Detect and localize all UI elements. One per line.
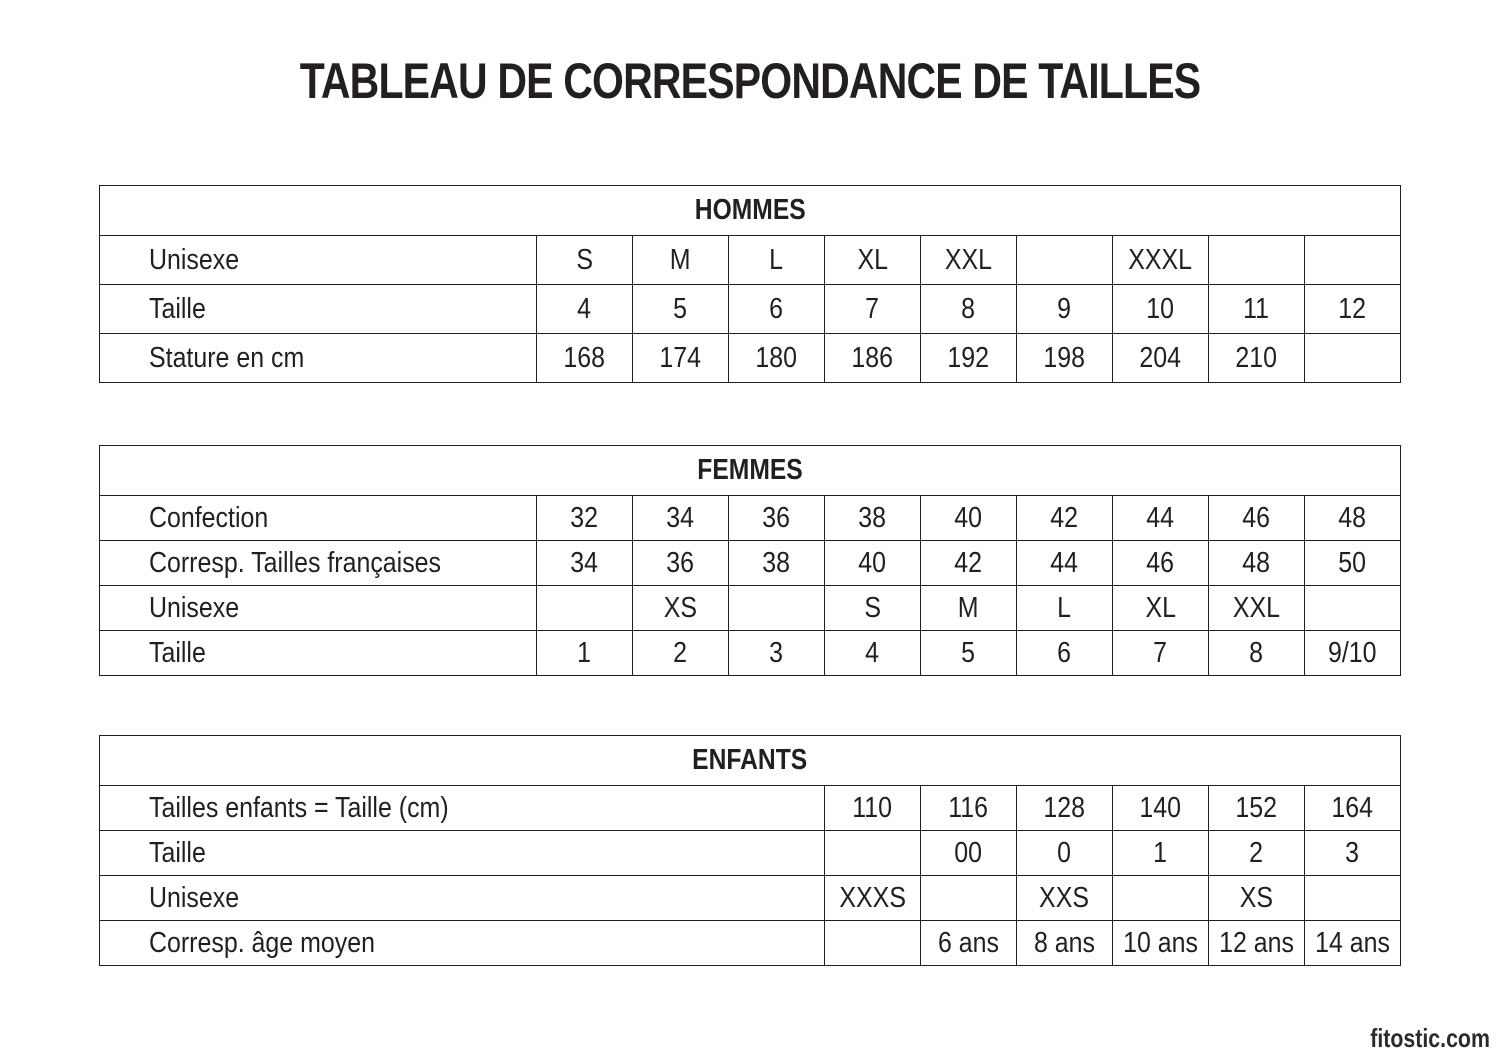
table-cell: 32 [537, 496, 633, 541]
page-title: TABLEAU DE CORRESPONDANCE DE TAILLES [299, 53, 1201, 109]
table-cell: XXS [1017, 876, 1113, 921]
table-cell: 192 [921, 334, 1017, 383]
table-cell [1017, 236, 1113, 285]
table-cell: XXXS [825, 876, 921, 921]
table-cell: 48 [1209, 541, 1305, 586]
table-cell: XXL [921, 236, 1017, 285]
table-row [100, 586, 1401, 631]
table-row [100, 831, 1401, 876]
table-row [100, 285, 1401, 334]
table-cell [537, 586, 633, 631]
table-cell: 42 [1017, 496, 1113, 541]
table-cell [1305, 334, 1401, 383]
table-cell: 6 [1017, 631, 1113, 676]
table-cell: 180 [729, 334, 825, 383]
table-cell: XS [633, 586, 729, 631]
table-cell: 9/10 [1305, 631, 1401, 676]
table-cell: 3 [1305, 831, 1401, 876]
table-cell: 44 [1017, 541, 1113, 586]
table-cell: XL [1113, 586, 1209, 631]
table-cell: 40 [825, 541, 921, 586]
table-cell: 8 ans [1017, 921, 1113, 966]
row-label: Corresp. Tailles françaises [100, 541, 537, 586]
section-heading-femmes: FEMMES [100, 446, 1401, 496]
table-cell: 36 [633, 541, 729, 586]
table-cell: 2 [633, 631, 729, 676]
watermark: fitostic.com [1370, 1023, 1490, 1053]
table-cell: 5 [633, 285, 729, 334]
row-label: Confection [100, 496, 537, 541]
table-cell: 0 [1017, 831, 1113, 876]
row-label: Unisexe [100, 586, 537, 631]
table-cell: 1 [1113, 831, 1209, 876]
row-label: Taille [100, 631, 537, 676]
table-femmes [99, 445, 1401, 676]
section-heading-enfants: ENFANTS [100, 736, 1401, 786]
table-cell: 44 [1113, 496, 1209, 541]
table-cell: 6 ans [921, 921, 1017, 966]
row-label: Unisexe [100, 236, 537, 285]
table-cell [1305, 586, 1401, 631]
table-cell [825, 831, 921, 876]
table-cell: 116 [921, 786, 1017, 831]
table-cell: M [921, 586, 1017, 631]
table-cell [1305, 236, 1401, 285]
table-row [100, 786, 1401, 831]
table-hommes [99, 185, 1401, 383]
table-cell: 12 [1305, 285, 1401, 334]
table-cell: L [1017, 586, 1113, 631]
row-label: Taille [100, 831, 825, 876]
table-cell: 34 [633, 496, 729, 541]
table-row [100, 496, 1401, 541]
table-cell [729, 586, 825, 631]
table-cell: 5 [921, 631, 1017, 676]
table-cell: 164 [1305, 786, 1401, 831]
table-cell [1209, 236, 1305, 285]
table-cell: 140 [1113, 786, 1209, 831]
table-cell: XS [1209, 876, 1305, 921]
table-row [100, 334, 1401, 383]
table-row [100, 236, 1401, 285]
table-cell: 48 [1305, 496, 1401, 541]
table-cell: 198 [1017, 334, 1113, 383]
table-cell: 4 [537, 285, 633, 334]
table-cell: S [825, 586, 921, 631]
table-cell: 9 [1017, 285, 1113, 334]
table-cell: 12 ans [1209, 921, 1305, 966]
table-cell: L [729, 236, 825, 285]
table-cell: 00 [921, 831, 1017, 876]
table-cell: 8 [1209, 631, 1305, 676]
row-label: Stature en cm [100, 334, 537, 383]
table-cell: 128 [1017, 786, 1113, 831]
section-heading-hommes: HOMMES [100, 186, 1401, 236]
row-label: Taille [100, 285, 537, 334]
table-cell: 14 ans [1305, 921, 1401, 966]
table-cell: 36 [729, 496, 825, 541]
table-cell: 204 [1113, 334, 1209, 383]
table-cell: 210 [1209, 334, 1305, 383]
table-cell: 6 [729, 285, 825, 334]
table-cell: XXL [1209, 586, 1305, 631]
table-cell: 7 [1113, 631, 1209, 676]
table-cell: 38 [825, 496, 921, 541]
table-cell: 168 [537, 334, 633, 383]
table-cell [1305, 876, 1401, 921]
table-cell: M [633, 236, 729, 285]
table-cell: 1 [537, 631, 633, 676]
table-cell: 42 [921, 541, 1017, 586]
table-cell [825, 921, 921, 966]
table-cell [1113, 876, 1209, 921]
table-cell [921, 876, 1017, 921]
table-cell: 152 [1209, 786, 1305, 831]
table-cell: 10 ans [1113, 921, 1209, 966]
table-cell: 7 [825, 285, 921, 334]
row-label: Corresp. âge moyen [100, 921, 825, 966]
table-cell: 3 [729, 631, 825, 676]
table-cell: 40 [921, 496, 1017, 541]
row-label: Tailles enfants = Taille (cm) [100, 786, 825, 831]
table-cell: 174 [633, 334, 729, 383]
table-row [100, 631, 1401, 676]
table-cell: 34 [537, 541, 633, 586]
table-cell: S [537, 236, 633, 285]
table-row [100, 541, 1401, 586]
table-cell: 50 [1305, 541, 1401, 586]
table-cell: 11 [1209, 285, 1305, 334]
table-cell: 110 [825, 786, 921, 831]
table-cell: 186 [825, 334, 921, 383]
table-cell: 46 [1113, 541, 1209, 586]
table-cell: 10 [1113, 285, 1209, 334]
table-cell: XL [825, 236, 921, 285]
table-cell: 46 [1209, 496, 1305, 541]
table-cell: 4 [825, 631, 921, 676]
table-cell: 38 [729, 541, 825, 586]
table-cell: XXXL [1113, 236, 1209, 285]
row-label: Unisexe [100, 876, 825, 921]
table-cell: 2 [1209, 831, 1305, 876]
table-row [100, 876, 1401, 921]
table-row [100, 921, 1401, 966]
table-enfants [99, 735, 1401, 966]
table-cell: 8 [921, 285, 1017, 334]
